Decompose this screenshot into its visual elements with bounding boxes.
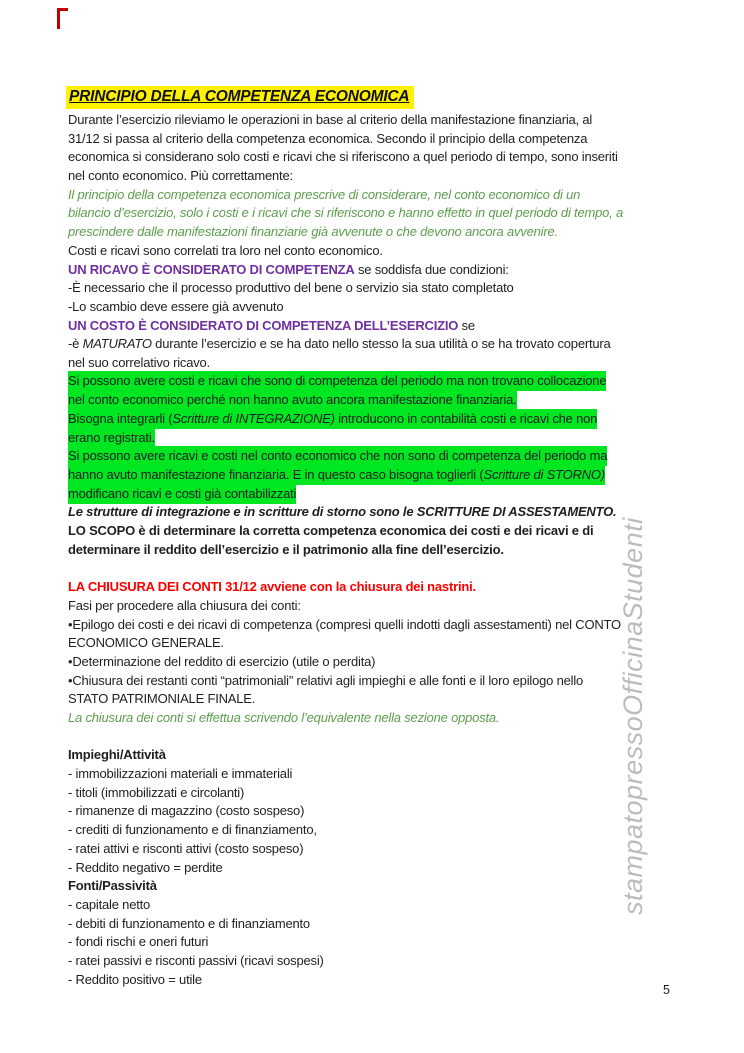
text-line — [68, 167, 718, 186]
text-line — [68, 186, 718, 205]
text-segment: -È necessario che il processo produttivo del bene o servizio sia stato completato — [68, 280, 514, 296]
text-segment: - crediti di funzionamento e di finanziamento, — [68, 822, 317, 838]
text-segment: •Epilogo dei costi e dei ricavi di competenza (compresi quelli indotti dagli assestamenti) nel CONTO — [68, 616, 621, 632]
text-line — [68, 223, 718, 242]
text-line — [68, 111, 718, 130]
text-line — [68, 317, 718, 336]
text-segment: Si possono avere ricavi e costi nel conto economico che non sono di competenza del periodo ma — [68, 446, 607, 466]
text-segment: economica si considerano solo costi e ricavi che si riferiscono a quel periodo di tempo, sono inseriti — [68, 149, 618, 165]
text-line — [68, 933, 718, 952]
text-segment: Durante l’esercizio rileviamo le operazioni in base al criterio della manifestazione finanziaria, al — [68, 112, 593, 127]
text-segment: modificano ricavi e costi già contabilizzati — [68, 484, 296, 504]
text-segment: Costi e ricavi sono correlati tra loro nel conto economico. — [68, 242, 383, 258]
text-segment: Impieghi/Attività — [68, 747, 166, 763]
text-segment: durante l’esercizio e se ha dato nello stesso la sua utilità o se ha trovato copertura — [151, 336, 611, 352]
text-line — [68, 354, 718, 373]
watermark: stampatopressoOfficinaStudenti — [618, 517, 648, 915]
text-segment: bilancio d’esercizio, solo i costi e i ricavi che si riferiscono e hanno effetto in quel periodo di tempo, a — [68, 205, 624, 221]
text-segment: -è — [68, 336, 83, 352]
text-segment: UN RICAVO È CONSIDERATO DI COMPETENZA — [68, 261, 355, 277]
text-line — [68, 298, 718, 317]
text-segment: hanno avuto manifestazione finanziaria. E in questo caso bisogna toglierli ( — [68, 465, 484, 485]
text-segment: La chiusura dei conti si effettua scrivendo l’equivalente nella sezione opposta. — [68, 710, 500, 725]
text-segment: Fasi per procedere alla chiusura dei conti: — [68, 597, 301, 613]
text-line — [68, 485, 718, 504]
text-segment: - ratei passivi e risconti passivi (ricavi sospesi) — [68, 952, 324, 968]
text-segment: se — [458, 317, 475, 333]
text-segment: •Chiusura dei restanti conti “patrimoniali” relativi agli impieghi e alle fonti e il loro epilogo nello — [68, 672, 584, 688]
text-segment: - Reddito positivo = utile — [68, 971, 202, 987]
text-segment: - rimanenze di magazzino (costo sospeso) — [68, 803, 305, 819]
text-line — [68, 952, 718, 971]
text-segment: •Determinazione del reddito di esercizio (utile o perdita) — [68, 653, 376, 669]
text-line — [68, 466, 718, 485]
text-segment: determinare il reddito dell’esercizio e il patrimonio alla fine dell’esercizio. — [68, 541, 504, 557]
text-line — [68, 242, 718, 261]
text-segment: - ratei attivi e risconti attivi (costo sospeso) — [68, 840, 304, 856]
text-line — [68, 261, 718, 280]
text-line — [68, 335, 718, 354]
text-segment: MATURATO — [82, 336, 152, 352]
red-corner-mark-icon — [57, 8, 68, 29]
page-title: PRINCIPIO DELLA COMPETENZA ECONOMICA — [66, 86, 414, 109]
text-segment: 31/12 si passa al criterio della competenza economica. Secondo il principio della competenza — [68, 130, 588, 146]
red-corner-mark-vertical — [57, 8, 60, 29]
text-segment: LA CHIUSURA DEI CONTI 31/12 avviene con la chiusura dei nastrini. — [68, 579, 476, 595]
text-segment: -Lo scambio deve essere già avvenuto — [68, 298, 284, 314]
text-segment: se soddisfa due condizioni: — [354, 261, 509, 277]
text-segment: LO SCOPO è di determinare la corretta competenza economica dei costi e dei ricavi e di — [68, 523, 594, 539]
text-segment: Si possono avere costi e ricavi che sono di competenza del periodo ma non trovano collocazione — [68, 371, 606, 391]
text-segment: nel suo correlativo ricavo. — [68, 354, 210, 370]
text-segment: nel conto economico perché non hanno avuto ancora manifestazione finanziaria. — [68, 390, 517, 410]
text-line — [68, 204, 718, 223]
text-segment: - immobilizzazioni materiali e immateriali — [68, 766, 293, 782]
text-line — [68, 279, 718, 298]
text-line — [68, 148, 718, 167]
text-segment: - titoli (immobilizzati e circolanti) — [68, 784, 245, 800]
text-segment: Le strutture di integrazione e in scritture di storno sono le SCRITTURE DI ASSESTAMENTO. — [68, 504, 617, 520]
text-segment: erano registrati. — [68, 428, 155, 448]
title-line — [66, 86, 414, 109]
text-segment: - capitale netto — [68, 896, 151, 912]
text-segment: Il principio della competenza economica prescrive di considerare, nel conto economico di un — [68, 186, 581, 202]
text-segment: - debiti di funzionamento e di finanziamento — [68, 915, 310, 931]
text-line — [68, 130, 718, 149]
text-line — [68, 447, 718, 466]
text-line — [68, 391, 718, 410]
text-segment: Scritture di INTEGRAZIONE) — [172, 409, 334, 429]
text-line — [68, 915, 718, 934]
text-line — [68, 429, 718, 448]
text-segment: Fonti/Passività — [68, 878, 157, 894]
text-line — [68, 971, 718, 990]
text-line — [68, 410, 718, 429]
text-segment: ECONOMICO GENERALE. — [68, 635, 224, 651]
text-segment: - Reddito negativo = perdite — [68, 859, 223, 875]
page-number: 5 — [663, 983, 670, 997]
text-segment: prescindere dalle manifestazioni finanziarie già avvenute o che devono ancora avvenire. — [68, 224, 558, 240]
text-segment: STATO PATRIMONIALE FINALE. — [68, 691, 256, 707]
text-segment: Bisogna integrarli ( — [68, 409, 172, 429]
text-segment: UN COSTO È CONSIDERATO DI COMPETENZA DELL’ESERCIZIO — [68, 317, 459, 333]
text-line — [68, 373, 718, 392]
text-segment: nel conto economico. Più correttamente: — [68, 168, 293, 184]
text-segment: introducono in contabilità costi e ricavi che non — [335, 409, 597, 429]
text-segment: - fondi rischi e oneri futuri — [68, 934, 209, 950]
text-segment: Scritture di STORNO) — [484, 465, 605, 485]
